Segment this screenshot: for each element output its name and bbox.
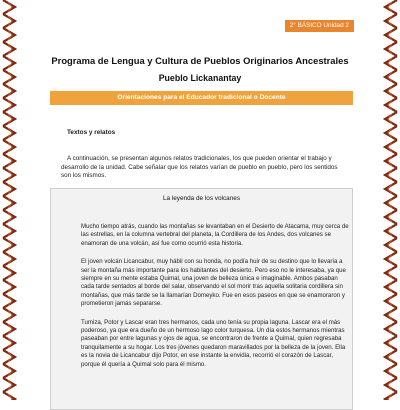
grade-unit-badge: 2° BÁSICO Unidad 2: [285, 20, 354, 32]
intro-paragraph: A continuación, se presentan algunos relatos tradicionales, los que pueden orientar el trabajo y desarrollo de la unidad. Cabe señalar que los relatos varían de pueblo en pueblo, pero los sentidos son los mismos.: [61, 155, 338, 180]
page-title: Programa de Lengua y Cultura de Pueblos Originarios Ancestrales: [51, 55, 349, 66]
decorative-border-right: [382, 0, 400, 400]
story-paragraph: Tumiza, Potor y Lascar eran tres hermanos, cada uno tenía su propia laguna. Lascar era el más poderoso, ya que era dueño de un hermoso lago color turquesa. Un día estos hermanos mientras paseaban por entre lagunas y ojos de agua, se encontraron de frente a Quimal, quien regresaba tranquilamente a su hogar. Los tres jóvenes quedaron maravillados por la belleza de la joven. Ella es la novia de Licancabur dijo Potor, en ese instante la envidia, recorrió el corazón de Lascar, porque él quería a Quimal solo para él mismo.: [81, 318, 346, 368]
story-paragraph: El joven volcán Licancabur, muy hábil con su honda, no podía huir de su destino que lo llevaría a ser la montaña más importante para los habitantes del desierto. Pero eso no le interesaba, ya que siempre en su mente estaba Quimal, una joven de belleza única e imaginable. Ambos pasaban cada tarde sentados al borde del salar, observando el sol morir tras aquella solitaria cordillera sin montañas, que más tarde se la llamarían Domeyko. Fue en esos paseos en que se enamoraron y prometieron jamás separarse.: [81, 258, 346, 308]
story-paragraph: Mucho tiempo atrás, cuando las montañas se levantaban en el Desierto de Atacama, muy cerca de las estrellas, en la columna vertebral del planeta, la Cordillera de los Andes, dos volcanes se enamoran de una volcán, así fue como ocurrió esta historia.: [81, 223, 349, 247]
story-box: [50, 188, 353, 410]
guidance-banner: Orientaciones para el Educador tradicional o Docente: [50, 91, 353, 105]
section-heading: Textos y relatos: [67, 129, 116, 136]
story-title: La leyenda de los volcanes: [162, 195, 241, 202]
decorative-border-left: [0, 0, 18, 400]
story-body: [81, 223, 349, 379]
page-subtitle: Pueblo Lickanantay: [158, 73, 242, 83]
